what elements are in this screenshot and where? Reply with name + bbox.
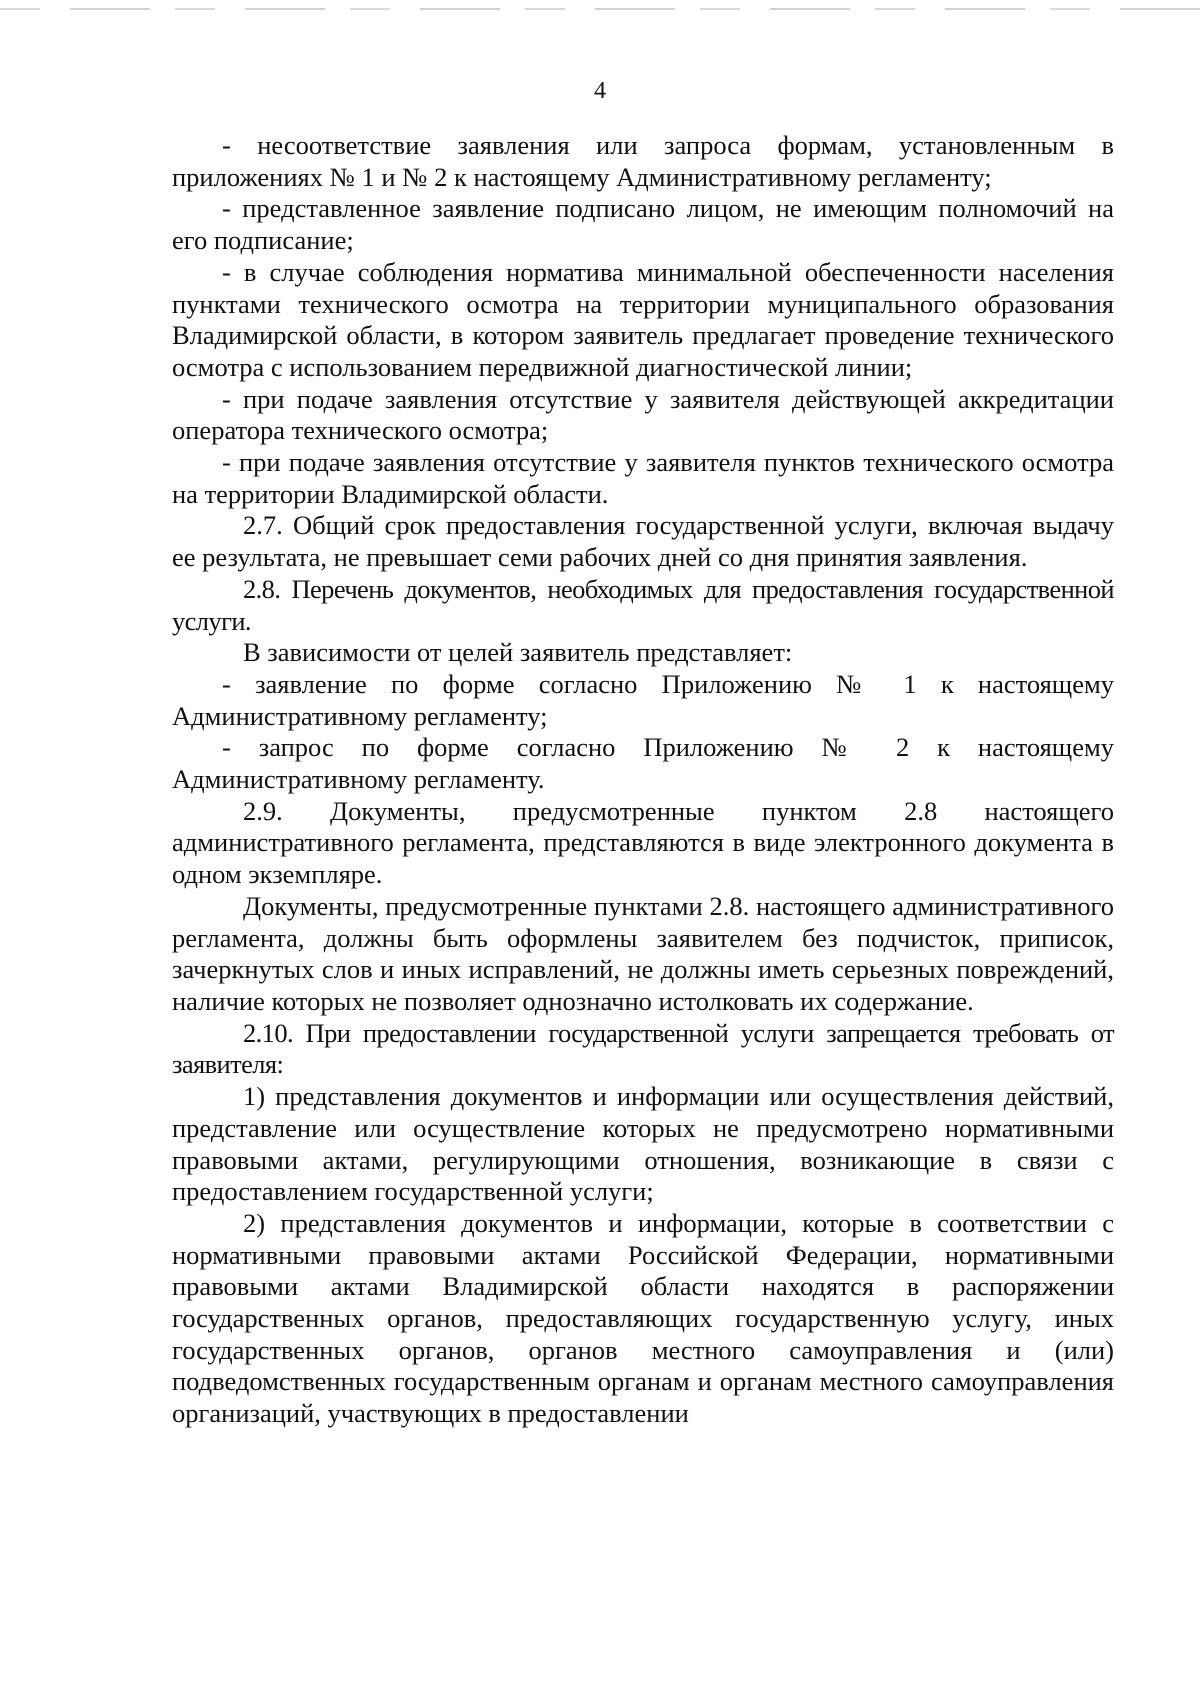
page-number: 4 xyxy=(594,78,606,104)
paragraph-no-inspection-points: - при подаче заявления отсутствие у заявителя пунктов технического осмотра на территории Владимирской области. xyxy=(172,447,1114,509)
paragraph-2-7-term: 2.7. Общий срок предоставления государственной услуги, включая выдачу ее результата, не превышает семи рабочих дней со дня принятия заявления. xyxy=(172,510,1114,573)
paragraph-request-form: - запрос по форме согласно Приложению № 2 к настоящему Административному регламенту. xyxy=(172,732,1114,795)
paragraph-2-9-electronic: 2.9. Документы, предусмотренные пунктом 2.8 настоящего административного регламента, представляются в виде электронного документа в одном экземпляре. xyxy=(172,795,1114,890)
paragraph-2-8-documents-list: 2.8. Перечень документов, необходимых для предоставления государственной услуги. xyxy=(172,573,1114,636)
paragraph-item-2: 2) представления документов и информации, которые в соответствии с нормативными правовыми актами Российской Федерации, нормативными правовыми актами Владимирской области находятся в распоряжении государственных органов, предоставляющих государственную услугу, иных государственных органов, органов местного самоуправления и (или) подведомственных государственным органам и органам местного самоуправления организаций, участвующих в предоставлении xyxy=(172,1207,1114,1429)
scan-edge-artifact xyxy=(0,8,1200,10)
paragraph-document-requirements: Документы, предусмотренные пунктами 2.8. настоящего административного регламента, должны быть оформлены заявителем без подчисток, приписок, зачеркнутых слов и иных исправлений, не должны иметь серьезных повреждений, наличие которых не позволяет однозначно истолковать их содержание. xyxy=(172,890,1114,1016)
paragraph-norm-compliance: - в случае соблюдения норматива минимальной обеспеченности населения пунктами технического осмотра на территории муниципального образования Владимирской области, в котором заявитель предлагает проведение технического осмотра с использованием передвижной диагностической линии; xyxy=(172,256,1114,382)
paragraph-item-1: 1) представления документов и информации или осуществления действий, представление или осуществление которых не предусмотрено нормативными правовыми актами, регулирующими отношения, возникающие в связи с предоставлением государственной услуги; xyxy=(172,1081,1114,1207)
paragraph-depending-on-goals: В зависимости от целей заявитель представляет: xyxy=(243,637,793,668)
paragraph-form-mismatch: - несоответствие заявления или запроса формам, установленным в приложениях № 1 и № 2 к настоящему Административному регламенту; xyxy=(172,130,1114,192)
paragraph-unauthorized-signer: - представленное заявление подписано лицом, не имеющим полномочий на его подписание; xyxy=(172,193,1114,256)
document-body xyxy=(172,130,1114,1430)
paragraph-2-10-prohibited: 2.10. При предоставлении государственной услуги запрещается требовать от заявителя: xyxy=(172,1017,1114,1080)
paragraph-no-accreditation: - при подаче заявления отсутствие у заявителя действующей аккредитации оператора технического осмотра; xyxy=(172,383,1114,446)
paragraph-application-form: - заявление по форме согласно Приложению № 1 к настоящему Административному регламенту; xyxy=(172,668,1114,731)
